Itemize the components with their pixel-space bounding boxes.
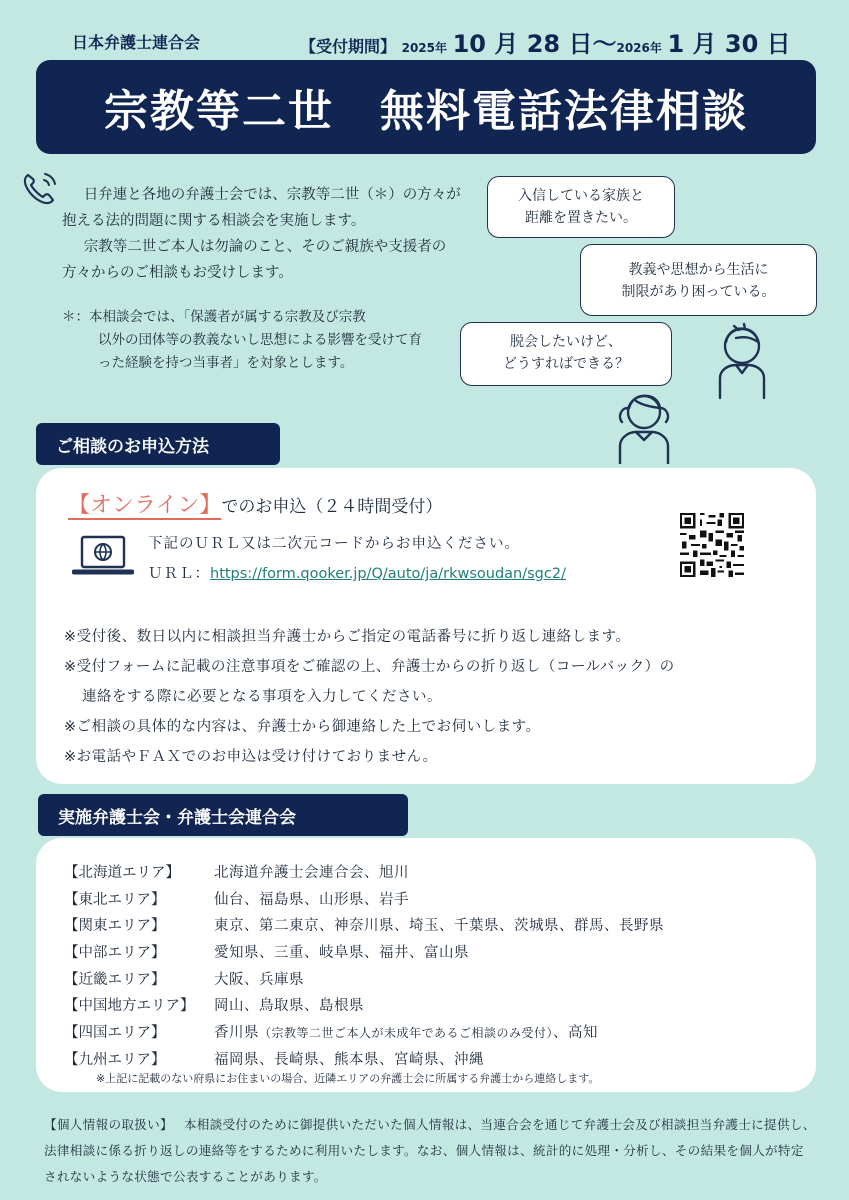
end-year: 2026	[616, 41, 650, 55]
area-table	[64, 858, 664, 1072]
application-url-link[interactable]: https://form.qooker.jp/Q/auto/ja/rkwsoudan/sgc2/	[210, 566, 566, 582]
start-year-suffix: 年	[435, 41, 448, 55]
area-name: 【中国地方エリア】	[64, 998, 195, 1015]
area-name: 【東北エリア】	[64, 891, 166, 908]
area-row-kinki	[64, 965, 664, 992]
area-name: 【中部エリア】	[64, 944, 166, 961]
area-list-paren: （宗教等二世ご本人が未成年であるご相談のみ受付）	[259, 1025, 554, 1040]
area-row-kyushu	[64, 1045, 664, 1072]
intro-paragraph-2: 宗教等二世ご本人は勿論のこと、そのご親族や支援者の方々からのご相談もお受けします。	[62, 239, 447, 281]
target-note-rest: 以外の団体等の教義ないし思想による影響を受けて育った経験を持つ当事者」を対象とします。	[98, 332, 422, 371]
start-year: 2025	[401, 41, 435, 55]
application-notes	[64, 622, 804, 772]
period-label: 【受付期間】	[300, 37, 397, 56]
target-note	[62, 306, 422, 375]
bubble-line: 脱会したいけど、	[510, 334, 622, 350]
speech-bubble-leaving	[460, 322, 672, 386]
speech-bubble-restriction	[580, 244, 817, 316]
start-date: 10 月 28 日	[452, 30, 593, 58]
url-row	[148, 562, 566, 583]
qr-code-icon[interactable]	[680, 513, 744, 577]
online-bracket-close: 】	[199, 493, 222, 518]
end-year-suffix: 年	[649, 41, 662, 55]
note-line: ※ご相談の具体的な内容は、弁護士から御連絡した上でお伺いします。	[64, 719, 541, 735]
bubble-line: 距離を置きたい。	[525, 210, 637, 226]
online-bracket-open: 【	[68, 493, 91, 518]
bubble-line: どうすればできる？	[503, 356, 629, 372]
bubble-line: 制限があり困っている。	[621, 284, 776, 300]
area-row-tohoku	[64, 885, 664, 912]
area-name: 【関東エリア】	[64, 918, 166, 935]
online-heading	[68, 488, 442, 519]
area-list: 東京、第二東京、神奈川県、埼玉、千葉県、茨城県、群馬、長野県	[214, 918, 664, 935]
area-row-chubu	[64, 938, 664, 965]
area-row-shikoku	[64, 1018, 664, 1045]
area-row-kanto	[64, 911, 664, 938]
speech-bubble-family	[487, 176, 675, 238]
area-list-main: 香川県	[214, 1024, 259, 1041]
online-label: オンライン	[90, 493, 200, 518]
phone-ringing-icon	[20, 168, 60, 208]
area-list: 大阪、兵庫県	[214, 971, 304, 988]
area-name: 【近畿エリア】	[64, 971, 166, 988]
intro-text	[62, 182, 467, 286]
area-list: 愛知県、三重、岐阜県、福井、富山県	[214, 944, 469, 961]
area-list: 福岡県、長崎県、熊本県、宮崎県、沖縄	[214, 1051, 484, 1068]
section-header-associations: 実施弁護士会・弁護士会連合会	[38, 794, 408, 836]
laptop-globe-icon	[72, 534, 134, 578]
area-row-chugoku	[64, 991, 664, 1018]
area-list	[214, 1021, 598, 1042]
application-instruction: 下記のＵＲＬ又は二次元コードからお申込ください。	[148, 536, 520, 552]
privacy-notice	[44, 1112, 816, 1190]
area-name: 【九州エリア】	[64, 1051, 166, 1068]
end-date: 1 月 30 日	[667, 30, 791, 58]
note-line: 連絡をする際に必要となる事項を入力してください。	[82, 689, 442, 705]
reception-period	[300, 24, 791, 59]
area-name: 【北海道エリア】	[64, 864, 180, 881]
area-row-hokkaido	[64, 858, 664, 885]
area-list: 岡山、鳥取県、島根県	[214, 998, 364, 1015]
area-list: 北海道弁護士会連合会、旭川	[214, 864, 409, 881]
area-name: 【四国エリア】	[64, 1024, 166, 1041]
page-title: 宗教等二世 無料電話法律相談	[104, 86, 748, 137]
bubble-line: 教義や思想から生活に	[628, 262, 769, 278]
online-rest: でのお申込（２４時間受付）	[221, 497, 443, 517]
intro-paragraph-1: 日弁連と各地の弁護士会では、宗教等二世（＊）の方々が抱える法的問題に関する相談会を実施します。	[62, 187, 461, 229]
privacy-label: 【個人情報の取扱い】	[44, 1117, 167, 1132]
period-tilde: ～	[592, 30, 617, 58]
section-header-application: ご相談のお申込方法	[36, 423, 280, 465]
note-line: ※受付フォームに記載の注意事項をご確認の上、弁護士からの折り返し（コールバック）の	[64, 659, 675, 675]
organization-name: 日本弁護士連合会	[72, 33, 201, 52]
title-banner	[36, 60, 816, 154]
privacy-text: 本相談受付のために御提供いただいた個人情報は、当連合会を通じて弁護士会及び相談担当弁護士に提供し、法律相談に係る折り返しの連絡等をするために利用いたします。なお、個人情報は、統計的に処理・分析し、その結果を個人が特定されないような状態で公表することがあります。	[44, 1117, 816, 1184]
target-note-lead: ＊：本相談会では、「保護者が属する宗教及び宗教	[62, 309, 366, 325]
girl-illustration	[608, 386, 680, 464]
area-list: 仙台、福島県、山形県、岩手	[214, 891, 409, 908]
note-line: ※受付後、数日以内に相談担当弁護士からご指定の電話番号に折り返し連絡します。	[64, 629, 631, 645]
area-list-tail: 、高知	[553, 1024, 599, 1041]
bubble-line: 入信している家族と	[518, 188, 644, 204]
area-footnote: ※上記に記載のない府県にお住まいの場合、近隣エリアの弁護士会に所属する弁護士から連絡します。	[96, 1072, 600, 1085]
boy-illustration	[712, 318, 772, 400]
url-label: ＵＲＬ：	[148, 566, 210, 582]
note-line: ※お電話やＦＡＸでのお申込は受け付けておりません。	[64, 749, 438, 765]
